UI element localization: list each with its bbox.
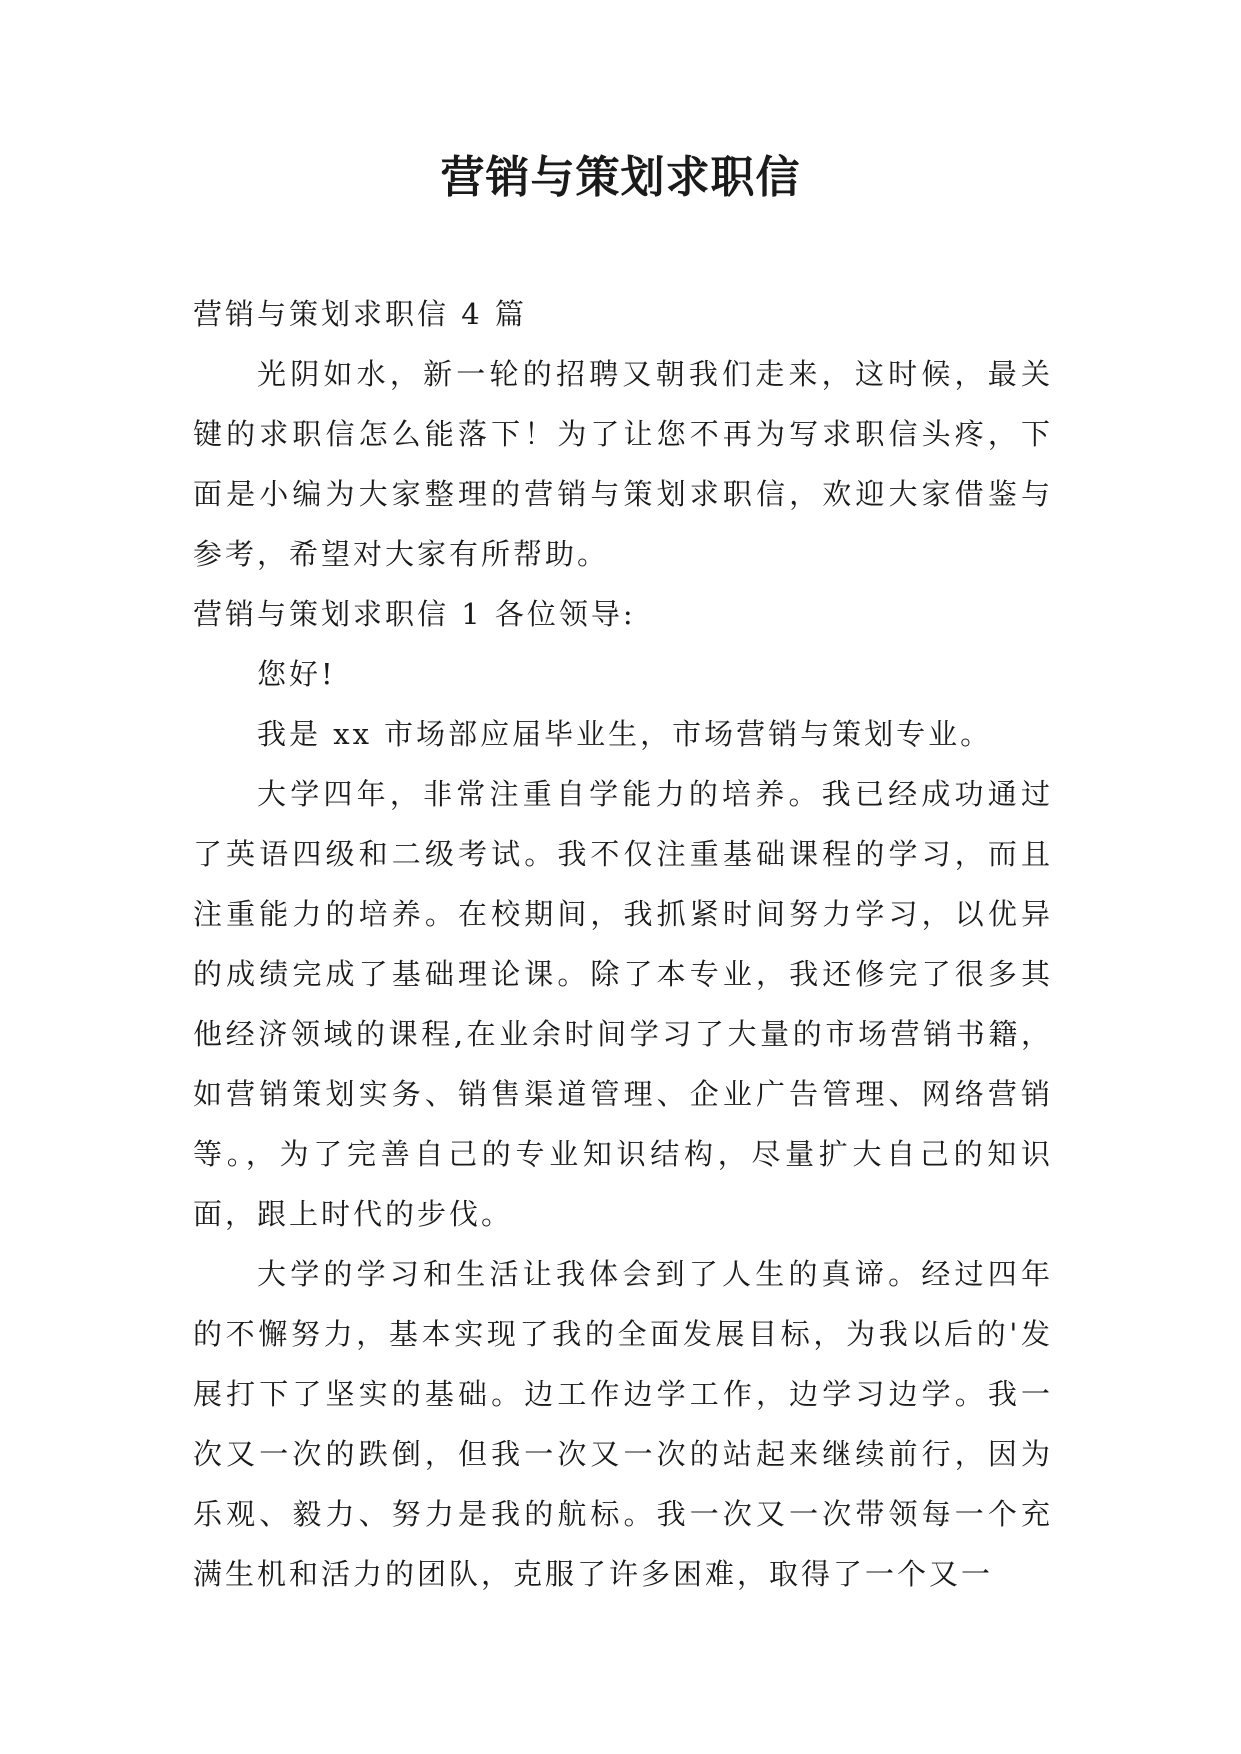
subtitle-line: 营销与策划求职信 4 篇 — [193, 297, 527, 331]
document-title: 营销与策划求职信 — [440, 152, 801, 203]
study-paragraph: 大学四年，非常注重自学能力的培养。我已经成功通过了英语四级和二级考试。我不仅注重基础课程的学习，而且注重能力的培养。在校期间，我抓紧时间努力学习，以优异的成绩完成了基础理论课。除了本专业，我还修完了很多其他经济领域的课程,在业余时间学习了大量的市场营销书籍，如营销策划实务、销售渠道管理、企业广告管理、网络营销等。，为了完善自己的专业知识结构，尽量扩大自己的知识面，跟上时代的步伐。 — [193, 777, 1053, 1231]
intro-paragraph: 光阴如水，新一轮的招聘又朝我们走来，这时候，最关键的求职信怎么能落下！为了让您不再为写求职信头疼，下面是小编为大家整理的营销与策划求职信，欢迎大家借鉴与参考，希望对大家有所帮助。 — [193, 357, 1053, 571]
greeting-line: 您好! — [257, 657, 336, 691]
experience-paragraph: 大学的学习和生活让我体会到了人生的真谛。经过四年的不懈努力，基本实现了我的全面发展目标，为我以后的'发展打下了坚实的基础。边工作边学工作，边学习边学。我一次又一次的跌倒，但我一次又一次的站起来继续前行，因为乐观、毅力、努力是我的航标。我一次又一次带领每一个充满生机和活力的团队，克服了许多困难，取得了一个又一 — [193, 1257, 1053, 1591]
document-body — [193, 284, 1053, 1604]
self-intro-paragraph: 我是 xx 市场部应届毕业生，市场营销与策划专业。 — [257, 717, 993, 751]
letter-heading: 营销与策划求职信 1 各位领导: — [193, 597, 636, 631]
